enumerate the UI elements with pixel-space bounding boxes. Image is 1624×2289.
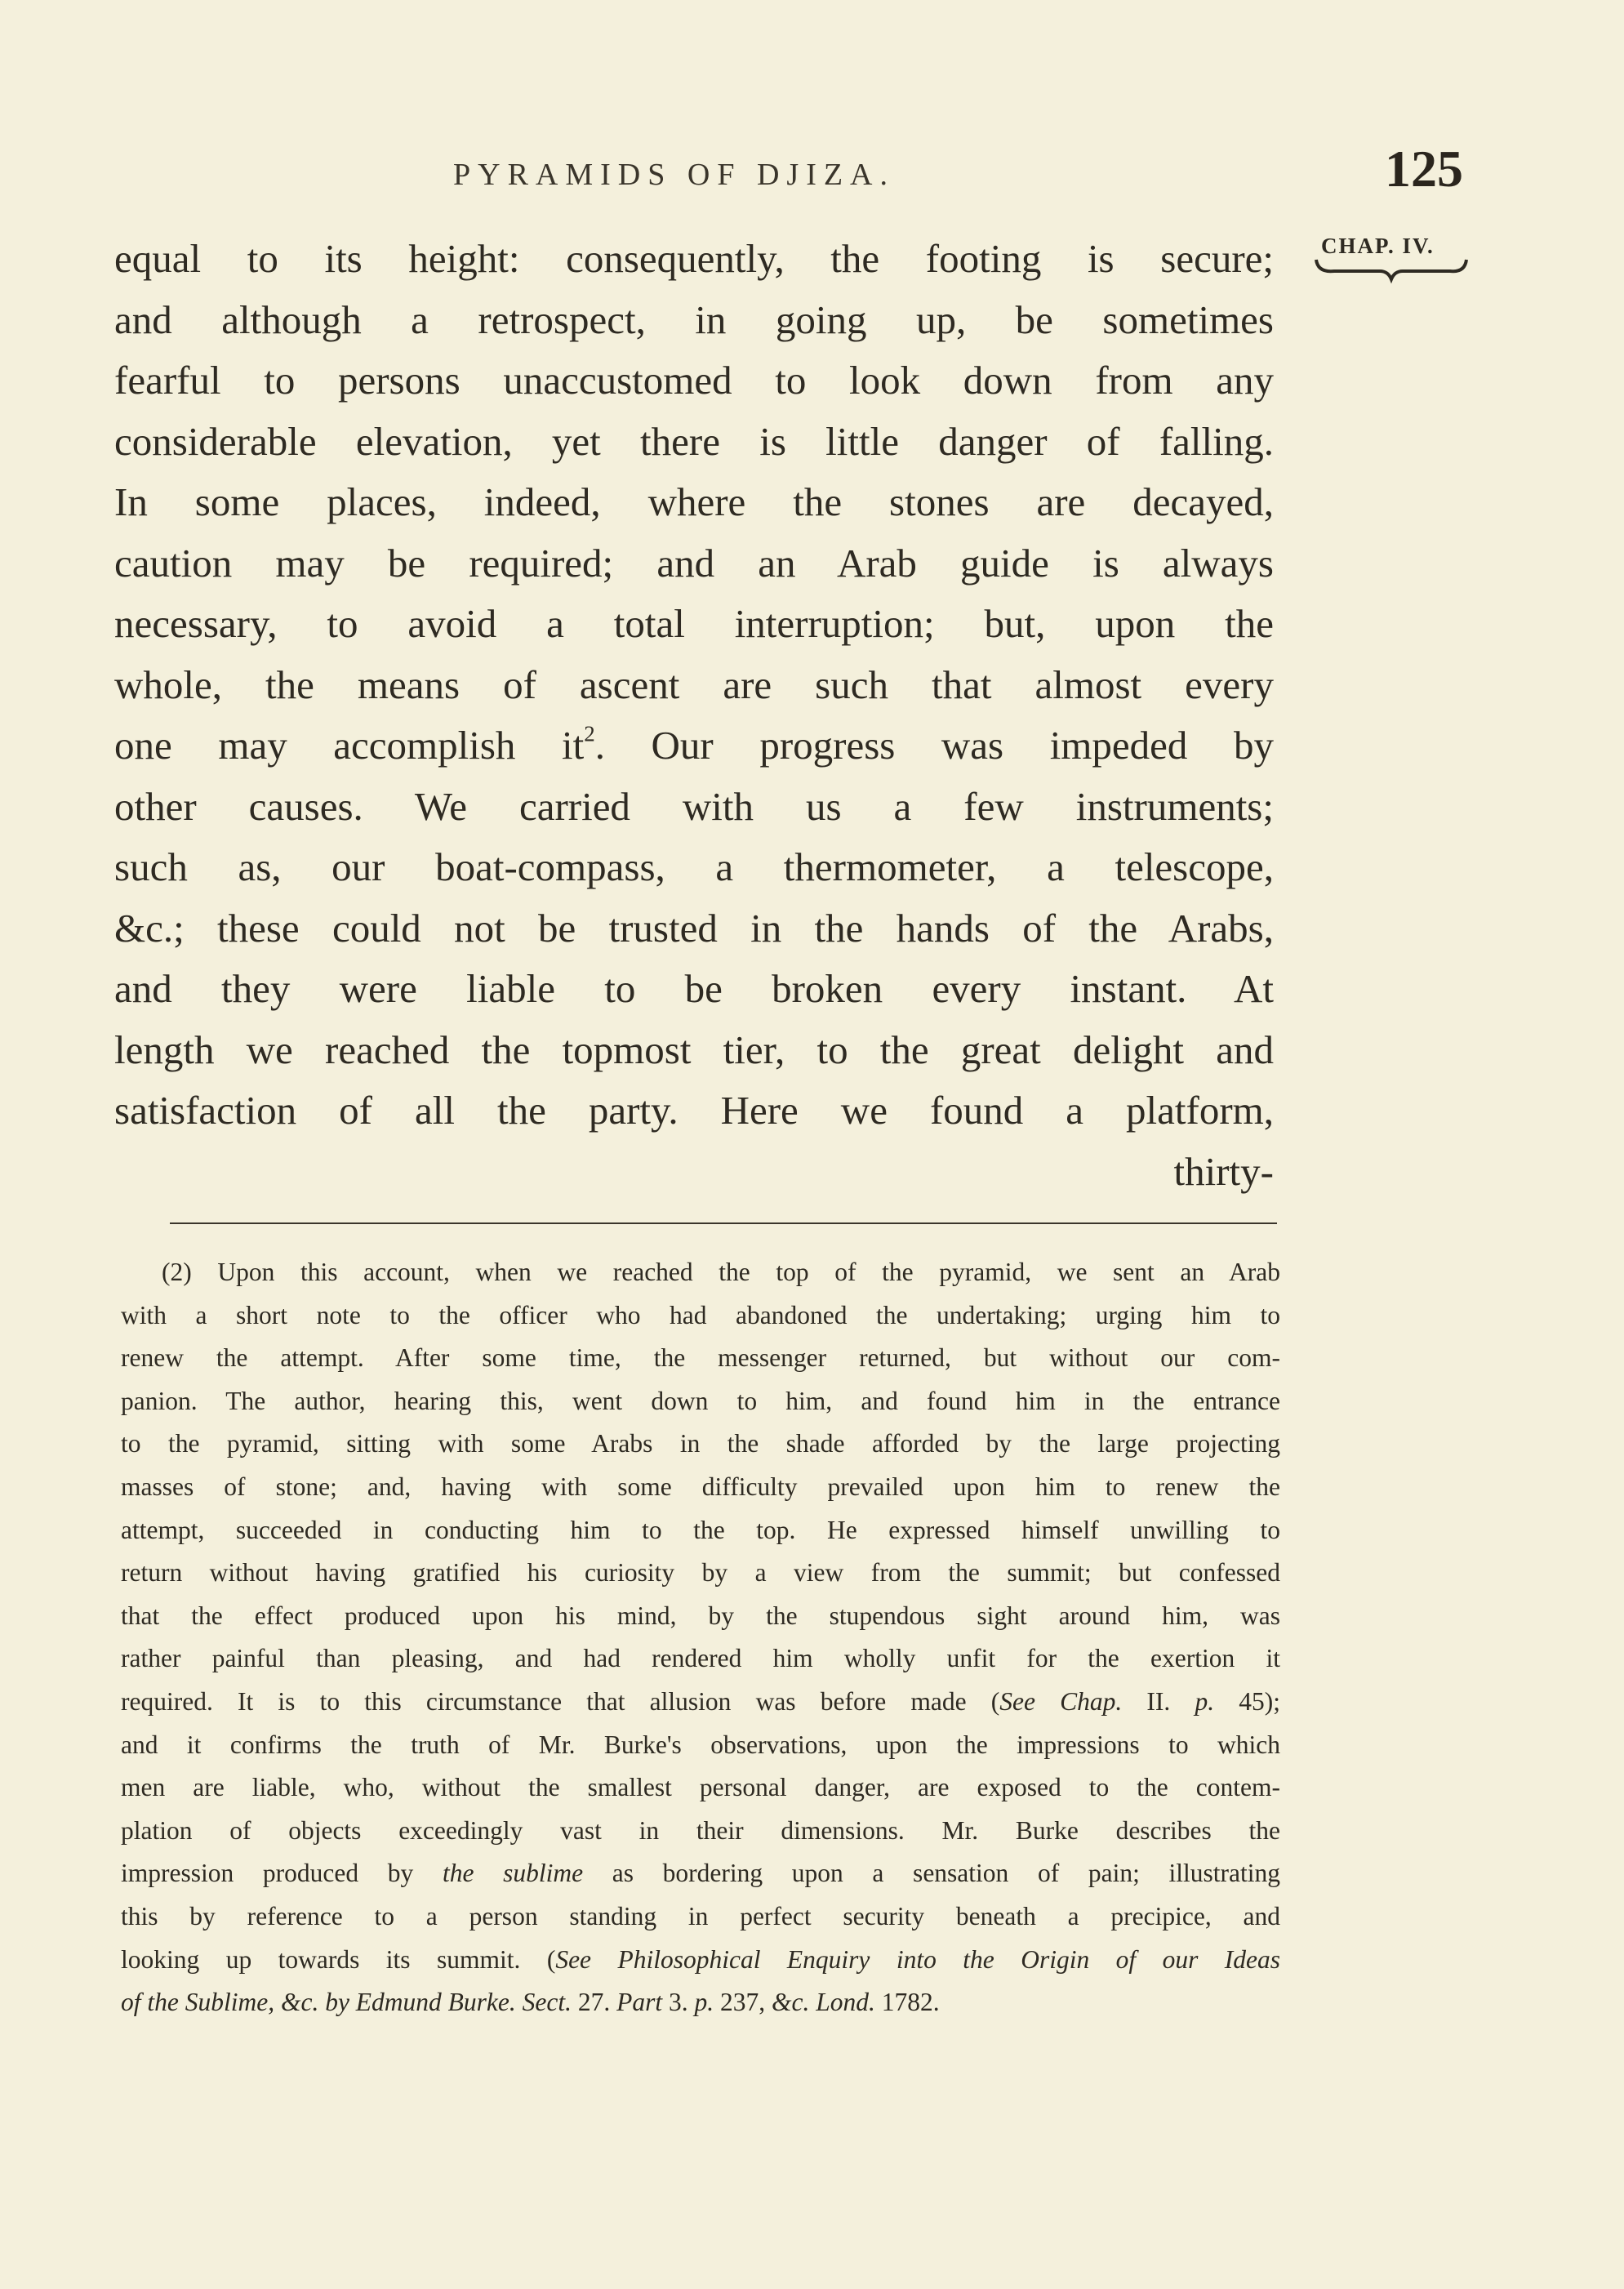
body-line: necessary, to avoid a total interruption; but, upon the: [114, 601, 1274, 646]
citation-italic: p.: [1195, 1686, 1215, 1716]
chapter-marginal-note: [1313, 234, 1468, 292]
body-line-head: one may accomplish it: [114, 723, 585, 768]
body-line: and although a retrospect, in going up, be sometimes: [114, 296, 1274, 342]
footnote-line: (2) Upon this account, when we reached the top of the pyramid, we sent an Arab: [162, 1258, 1280, 1286]
body-line: In some places, indeed, where the stones are decayed,: [114, 479, 1274, 524]
brace-ornament-icon: [1313, 255, 1468, 292]
catchword: thirty-: [1173, 1148, 1274, 1194]
footnote-reference[interactable]: 2: [584, 721, 595, 746]
body-line: &c.; these could not be trusted in the hands of the Arabs,: [114, 905, 1274, 951]
body-line: such as, our boat-compass, a thermometer, a telescope,: [114, 844, 1274, 889]
body-line: length we reached the topmost tier, to the great delight and: [114, 1026, 1274, 1072]
page-number: 125: [1385, 140, 1463, 198]
body-line: satisfaction of all the party. Here we found a platform,: [114, 1088, 1274, 1133]
footnote-line: to the pyramid, sitting with some Arabs in the shade afforded by the large projecting: [121, 1429, 1280, 1458]
footnote-divider: [170, 1222, 1277, 1224]
running-title: PYRAMIDS OF DJIZA.: [453, 158, 895, 192]
chapter-label: CHAP. IV.: [1321, 234, 1435, 258]
citation-italic: of the Sublime, &c. by Edmund Burke. Sect.: [121, 1988, 572, 2017]
footnote-line: men are liable, who, without the smallest personal danger, are exposed to the contem-: [121, 1773, 1280, 1802]
footnote-line: impression produced by the sublime as bordering upon a sensation of pain; illustrating: [121, 1859, 1280, 1888]
body-line: and they were liable to be broken every instant. At: [114, 966, 1274, 1011]
footnote-line: plation of objects exceedingly vast in their dimensions. Mr. Burke describes the: [121, 1815, 1280, 1845]
citation-italic: See Chap.: [999, 1686, 1123, 1716]
footnote-line: of the Sublime, &c. by Edmund Burke. Sect. 27. Part 3. p. 237, &c. Lond. 1782.: [121, 1988, 940, 2017]
footnote-line: masses of stone; and, having with some difficulty prevailed upon him to renew the: [121, 1472, 1280, 1501]
body-line: caution may be required; and an Arab guide is always: [114, 540, 1274, 586]
footnote: [121, 1251, 1280, 2024]
body-line: other causes. We carried with us a few instruments;: [114, 783, 1274, 829]
body-line: considerable elevation, yet there is little danger of falling.: [114, 418, 1274, 464]
emphasis-italic: the sublime: [442, 1859, 584, 1888]
footnote-line: that the effect produced upon his mind, by the stupendous sight around him, was: [121, 1601, 1280, 1630]
footnote-marker: (2): [162, 1258, 192, 1286]
footnote-line: this by reference to a person standing in perfect security beneath a precipice, and: [121, 1901, 1280, 1931]
citation-italic: See Philosophical Enquiry into the Origin of our Ideas: [555, 1944, 1281, 1974]
footnote-line: panion. The author, hearing this, went down to him, and found him in the entrance: [121, 1386, 1280, 1415]
body-line-tail: . Our progress was impeded by: [594, 723, 1274, 768]
footnote-line: attempt, succeeded in conducting him to the top. He expressed himself unwilling to: [121, 1515, 1280, 1544]
footnote-line: looking up towards its summit. (See Philosophical Enquiry into the Origin of our Ideas: [121, 1944, 1281, 1974]
footnote-line: return without having gratified his curiosity by a view from the summit; but confessed: [121, 1558, 1280, 1588]
footnote-line: renew the attempt. After some time, the messenger returned, but without our com-: [121, 1343, 1280, 1373]
body-line: fearful to persons unaccustomed to look down from any: [114, 358, 1274, 403]
body-line: [114, 715, 1274, 777]
footnote-line: with a short note to the officer who had abandoned the undertaking; urging him to: [121, 1300, 1280, 1329]
body-line: equal to its height: consequently, the footing is secure;: [114, 236, 1274, 281]
footnote-line: rather painful than pleasing, and had rendered him wholly unfit for the exertion it: [121, 1644, 1280, 1673]
footnote-line: and it confirms the truth of Mr. Burke's observations, upon the impressions to which: [121, 1730, 1280, 1759]
main-text: [114, 229, 1274, 1202]
footnote-line: required. It is to this circumstance that allusion was before made (See Chap. II. p. 45);: [121, 1686, 1281, 1716]
body-line: whole, the means of ascent are such that almost every: [114, 661, 1274, 707]
